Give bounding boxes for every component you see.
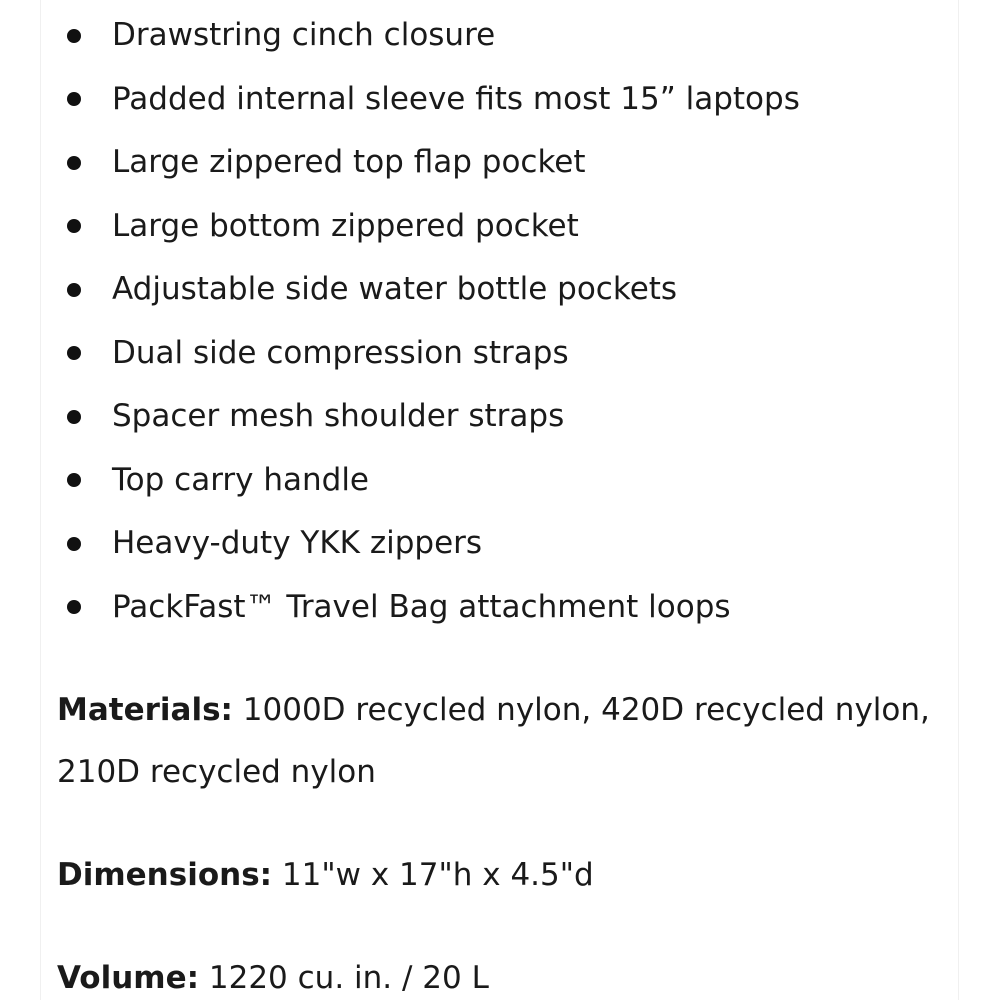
list-item bbox=[0, 449, 1000, 513]
volume-spec bbox=[57, 947, 957, 1000]
feature-text: PackFast™ Travel Bag attachment loops bbox=[112, 588, 731, 625]
bullet-icon bbox=[67, 219, 81, 233]
feature-text: Padded internal sleeve fits most 15” laptops bbox=[112, 80, 800, 117]
dimensions-spec bbox=[57, 844, 957, 906]
materials-spec bbox=[57, 679, 957, 803]
volume-value: 1220 cu. in. / 20 L bbox=[208, 960, 489, 996]
dimensions-value: 11"w x 17"h x 4.5"d bbox=[281, 857, 594, 893]
list-item bbox=[0, 4, 1000, 68]
feature-list bbox=[0, 4, 1000, 639]
dimensions-label: Dimensions: bbox=[57, 857, 273, 893]
volume-label: Volume: bbox=[57, 960, 200, 996]
list-item bbox=[0, 195, 1000, 259]
feature-text: Large bottom zippered pocket bbox=[112, 207, 579, 244]
feature-text: Large zippered top flap pocket bbox=[112, 144, 586, 180]
list-item bbox=[0, 131, 1000, 195]
bullet-icon bbox=[67, 92, 81, 106]
materials-value: 1000D recycled nylon, 420D recycled nylon, 210D recycled nylon bbox=[57, 692, 930, 790]
list-item bbox=[0, 322, 1000, 386]
feature-text: Heavy-duty YKK zippers bbox=[112, 525, 483, 561]
bullet-icon bbox=[67, 473, 81, 487]
list-item bbox=[0, 258, 1000, 322]
feature-text: Spacer mesh shoulder straps bbox=[112, 398, 565, 434]
list-item bbox=[0, 68, 1000, 132]
list-item bbox=[0, 512, 1000, 576]
materials-label: Materials: bbox=[57, 692, 233, 728]
bullet-icon bbox=[67, 283, 81, 297]
bullet-icon bbox=[67, 410, 81, 424]
bullet-icon bbox=[67, 537, 81, 551]
bullet-icon bbox=[67, 600, 81, 614]
feature-text: Drawstring cinch closure bbox=[112, 17, 496, 53]
bullet-icon bbox=[67, 156, 81, 170]
bullet-icon bbox=[67, 346, 81, 360]
bullet-icon bbox=[67, 29, 81, 43]
feature-text: Dual side compression straps bbox=[112, 334, 569, 371]
feature-text: Adjustable side water bottle pockets bbox=[112, 271, 678, 307]
feature-text: Top carry handle bbox=[112, 461, 370, 498]
list-item bbox=[0, 385, 1000, 449]
list-item bbox=[0, 576, 1000, 640]
